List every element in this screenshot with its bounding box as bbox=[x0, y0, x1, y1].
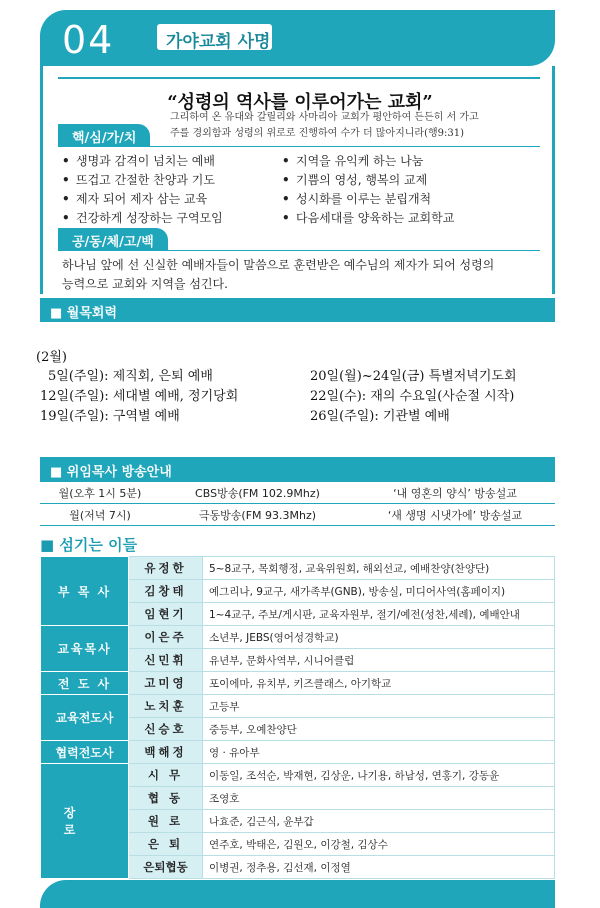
staff-duty: 이동일, 조석순, 박재현, 김상운, 나기용, 하남성, 연홍기, 강동윤 bbox=[203, 764, 555, 787]
staff-name: 노치훈 bbox=[129, 695, 203, 718]
staff-name: 은퇴협동 bbox=[129, 856, 203, 879]
role-cell: 협력전도사 bbox=[41, 741, 129, 764]
broadcast-time: 월(오후 1시 5분) bbox=[40, 482, 160, 504]
staff-duty: 영 · 유아부 bbox=[203, 741, 555, 764]
staff-name: 유정한 bbox=[129, 557, 203, 580]
staff-name: 협 동 bbox=[129, 787, 203, 810]
role-cell: 교육목사 bbox=[41, 626, 129, 672]
staff-duty: 나효준, 김근식, 윤부갑 bbox=[203, 810, 555, 833]
role-cell: 교육전도사 bbox=[41, 695, 129, 741]
confession-line: 하나님 앞에 선 신실한 예배자들이 말씀으로 훈련받은 예수님의 제자가 되어 성령의 bbox=[62, 258, 495, 272]
community-tab: 공/동/체/고/백 bbox=[58, 228, 168, 250]
community-confession bbox=[62, 256, 532, 294]
staff-name: 임현기 bbox=[129, 603, 203, 626]
staff-name: 김창태 bbox=[129, 580, 203, 603]
section-number: 04 bbox=[62, 18, 115, 62]
value-item: • 다음세대를 양육하는 교회학교 bbox=[282, 211, 455, 225]
staff-name: 백해정 bbox=[129, 741, 203, 764]
value-item: • 제자 되어 제자 삼는 교육 bbox=[62, 192, 208, 206]
event-item: 20일(월)~24일(금) 특별저녁기도회 bbox=[310, 369, 517, 384]
broadcast-time: 월(저녁 7시) bbox=[40, 504, 160, 526]
staff-duty: 고등부 bbox=[203, 695, 555, 718]
table-row bbox=[40, 504, 555, 526]
broadcast-table bbox=[40, 481, 555, 526]
monthly-bar bbox=[40, 298, 555, 322]
staff-name: 은 퇴 bbox=[129, 833, 203, 856]
broadcast-program: ‘내 영혼의 양식’ 방송설교 bbox=[355, 482, 555, 504]
staff-name: 신민휘 bbox=[129, 649, 203, 672]
event-item: 26일(주일): 기관별 예배 bbox=[310, 409, 450, 424]
value-item: • 지역을 유익케 하는 나눔 bbox=[282, 154, 424, 168]
table-row bbox=[41, 626, 555, 649]
church-slogan: “성령의 역사를 이루어가는 교회” bbox=[167, 92, 433, 113]
staff-name: 신승호 bbox=[129, 718, 203, 741]
table-row bbox=[41, 741, 555, 764]
core-values-tab: 핵/심/가/치 bbox=[58, 124, 150, 146]
table-row bbox=[41, 764, 555, 787]
broadcast-heading: ■ 위임목사 방송안내 bbox=[50, 465, 172, 480]
event-item: 12일(주일): 세대별 예배, 정기당회 bbox=[40, 389, 239, 404]
section-header bbox=[40, 10, 555, 66]
value-item: • 기쁨의 영성, 행복의 교제 bbox=[282, 173, 428, 187]
month-label: (2월) bbox=[36, 350, 67, 365]
role-cell: 전 도 사 bbox=[41, 672, 129, 695]
staff-table bbox=[40, 556, 555, 879]
mission-divider bbox=[58, 77, 540, 79]
event-item: 22일(수): 재의 수요일(사순절 시작) bbox=[310, 389, 515, 404]
monthly-heading: ■ 월목회력 bbox=[50, 306, 118, 321]
table-row bbox=[41, 557, 555, 580]
table-row bbox=[40, 482, 555, 504]
core-values-underline bbox=[58, 146, 540, 147]
broadcast-station: CBS방송(FM 102.9Mhz) bbox=[160, 482, 355, 504]
staff-duty: 조영호 bbox=[203, 787, 555, 810]
verse-line: 그리하여 온 유대와 갈릴리와 사마리아 교회가 평안하여 든든히 서 가고 bbox=[170, 112, 479, 123]
value-item: • 생명과 감격이 넘치는 예배 bbox=[62, 154, 215, 168]
core-values-left bbox=[62, 152, 223, 228]
staff-duty: 1~4교구, 주보/게시판, 교육자원부, 절기/예전(성찬,세례), 예배안내 bbox=[203, 603, 555, 626]
staff-duty: 이병권, 정추용, 김선재, 이정열 bbox=[203, 856, 555, 879]
scripture-verse bbox=[170, 110, 530, 142]
table-row bbox=[41, 695, 555, 718]
staff-duty: 포이에마, 유치부, 키즈클래스, 아기학교 bbox=[203, 672, 555, 695]
staff-heading: ■ 섬기는 이들 bbox=[40, 536, 138, 554]
verse-line: 주를 경외함과 성령의 위로로 진행하여 수가 더 많아지니라(행9:31) bbox=[170, 128, 465, 139]
value-item: • 성시화를 이루는 분립개척 bbox=[282, 192, 432, 206]
value-item: • 뜨겁고 간절한 찬양과 기도 bbox=[62, 173, 215, 187]
table-row bbox=[41, 672, 555, 695]
value-item: • 건강하게 성장하는 구역모임 bbox=[62, 211, 223, 225]
staff-duty: 연주호, 박태은, 김원오, 이강철, 김상수 bbox=[203, 833, 555, 856]
core-values-right bbox=[282, 152, 454, 228]
event-item: 19일(주일): 구역별 예배 bbox=[40, 409, 180, 424]
broadcast-station: 극동방송(FM 93.3Mhz) bbox=[160, 504, 355, 526]
staff-name: 시 무 bbox=[129, 764, 203, 787]
footer-bar bbox=[40, 880, 555, 908]
confession-line: 능력으로 교회와 지역을 섬긴다. bbox=[62, 277, 228, 291]
staff-duty: 예그리나, 9교구, 새가족부(GNB), 방송실, 미디어사역(홈페이지) bbox=[203, 580, 555, 603]
broadcast-program: ‘새 생명 시냇가에’ 방송설교 bbox=[355, 504, 555, 526]
staff-name: 고미영 bbox=[129, 672, 203, 695]
staff-duty: 중등부, 오예찬양단 bbox=[203, 718, 555, 741]
staff-duty: 소년부, JEBS(영어성경학교) bbox=[203, 626, 555, 649]
staff-name: 원 로 bbox=[129, 810, 203, 833]
event-item: 5일(주일): 제직회, 은퇴 예배 bbox=[48, 369, 213, 384]
role-cell: 부 목 사 bbox=[41, 557, 129, 626]
staff-name: 이은주 bbox=[129, 626, 203, 649]
staff-duty: 5~8교구, 목회행정, 교육위원회, 해외선교, 예배찬양(찬양단) bbox=[203, 557, 555, 580]
role-cell: 장 로 bbox=[41, 764, 129, 879]
staff-duty: 유년부, 문화사역부, 시니어클럽 bbox=[203, 649, 555, 672]
community-underline bbox=[58, 250, 540, 251]
section-title: 가야교회 사명 bbox=[166, 32, 271, 52]
